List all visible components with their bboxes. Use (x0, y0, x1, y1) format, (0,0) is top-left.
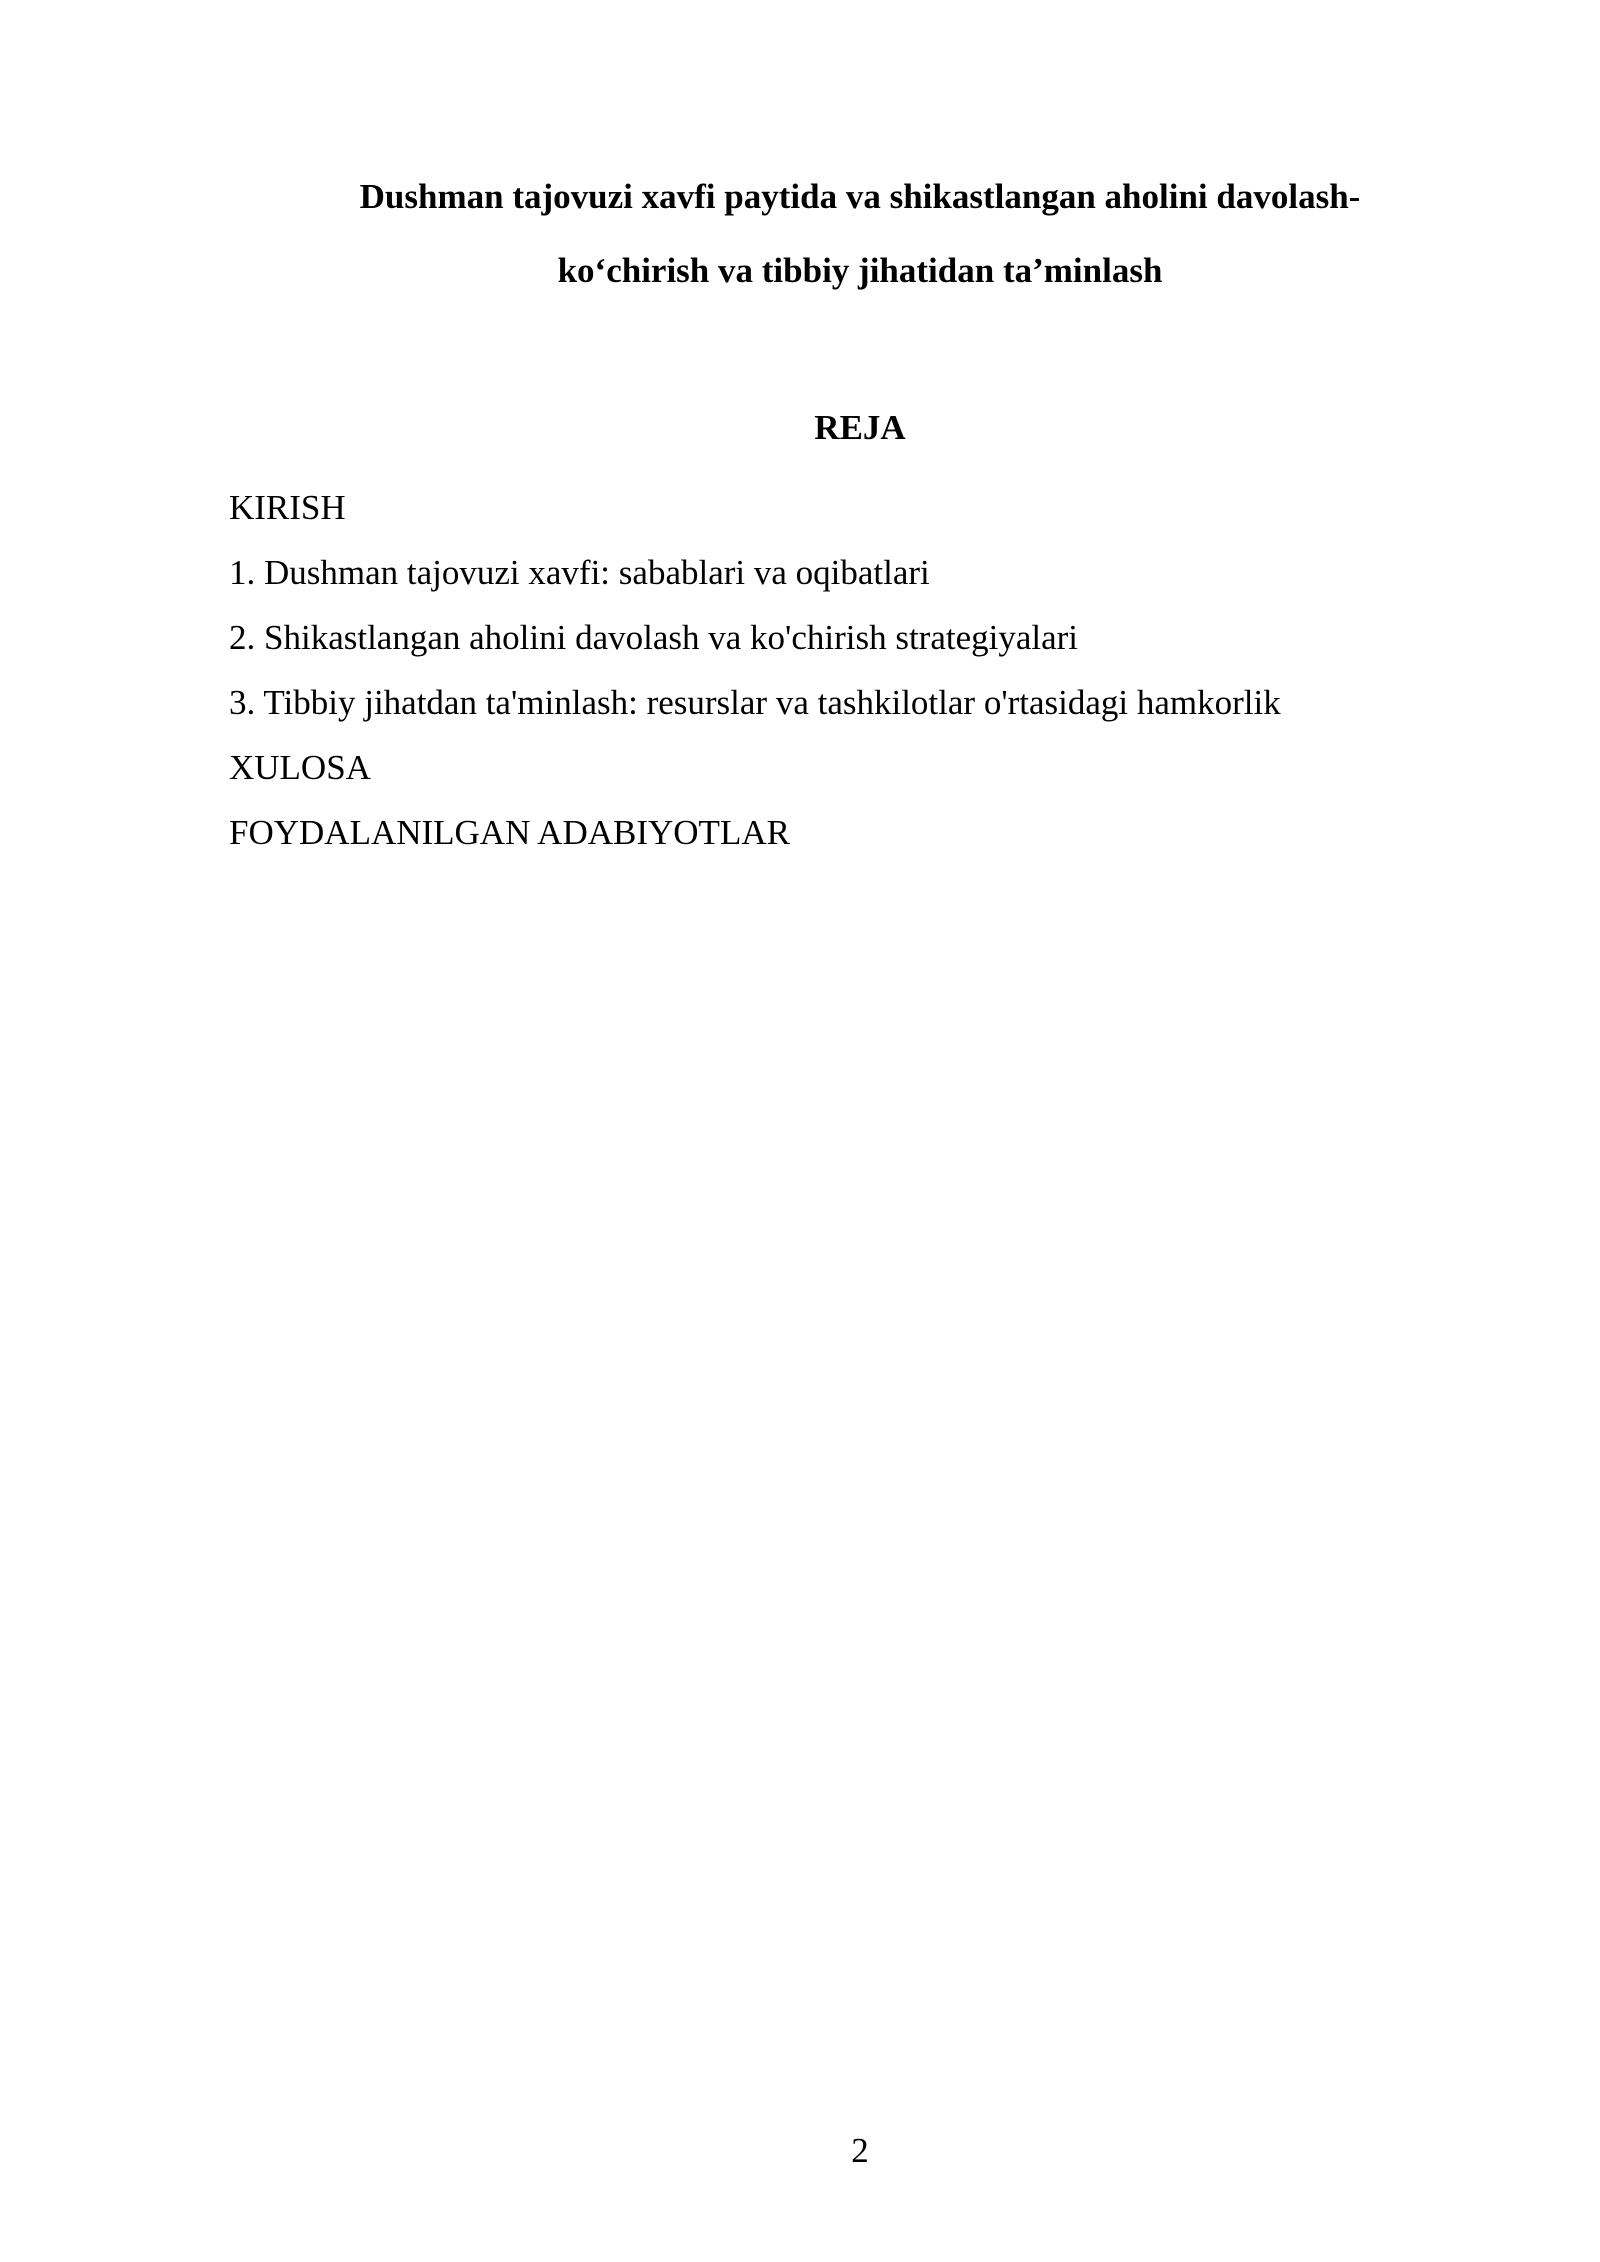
document-title (300, 160, 1420, 308)
plan-item-conclusion: XULOSA (229, 748, 371, 787)
plan-item-1: 1. Dushman tajovuzi xavfi: sabablari va oqibatlari (229, 553, 930, 592)
plan-heading: REJA (814, 408, 906, 447)
document-title-line-1: Dushman tajovuzi xavfi paytida va shikastlangan aholini davolash- (359, 177, 1361, 216)
plan-list (229, 475, 1429, 865)
plan-item-references: FOYDALANILGAN ADABIYOTLAR (229, 813, 790, 852)
plan-item-introduction: KIRISH (229, 488, 346, 527)
document-title-line-2: ko‘chirish va tibbiy jihatidan ta’minlash (557, 251, 1163, 290)
page-number: 2 (851, 2131, 869, 2170)
plan-item-2: 2. Shikastlangan aholini davolash va ko'chirish strategiyalari (229, 618, 1079, 657)
plan-item-3: 3. Tibbiy jihatdan ta'minlash: resurslar va tashkilotlar o'rtasidagi hamkorlik (229, 683, 1281, 722)
